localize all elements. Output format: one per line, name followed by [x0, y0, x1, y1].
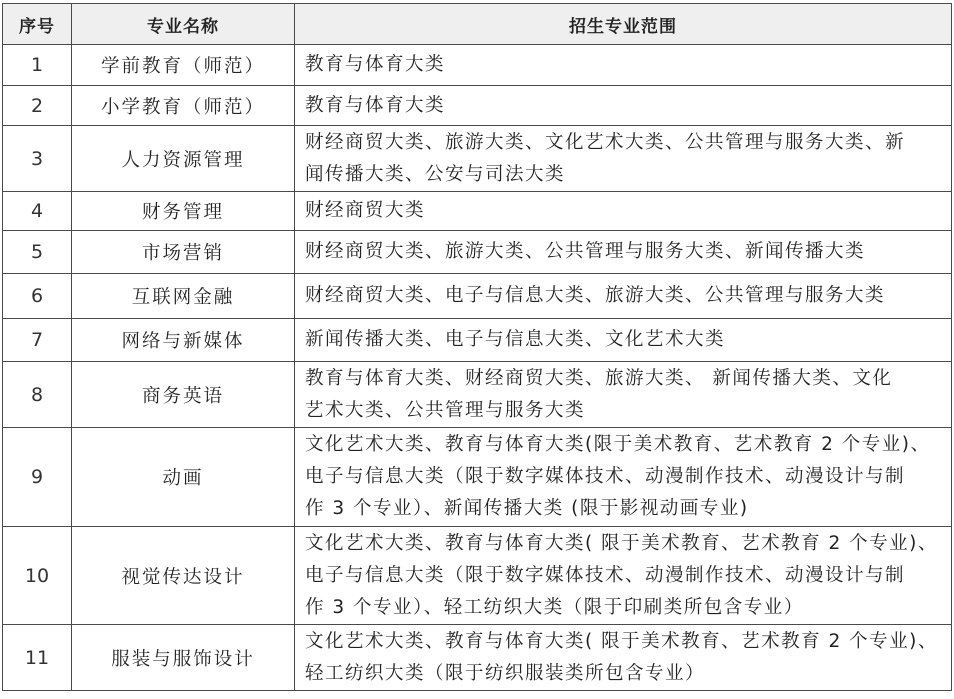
row-major: 学前教育（师范） [72, 45, 295, 86]
row-scope: 新闻传播大类、电子与信息大类、文化艺术大类 [295, 319, 952, 362]
row-scope: 教育与体育大类、财经商贸大类、旅游大类、 新闻传播大类、文化 艺术大类、公共管理与服务大类 [295, 362, 952, 428]
row-seq: 7 [3, 319, 72, 362]
table-row [3, 231, 952, 274]
row-scope: 财经商贸大类 [295, 192, 952, 231]
table-row [3, 86, 952, 126]
row-scope: 财经商贸大类、旅游大类、文化艺术大类、公共管理与服务大类、新 闻传播大类、公安与司法大类 [295, 126, 952, 192]
table-header-row [3, 4, 952, 45]
row-major: 网络与新媒体 [72, 319, 295, 362]
header-seq: 序号 [3, 4, 72, 45]
table-row [3, 274, 952, 319]
header-scope: 招生专业范围 [295, 4, 952, 45]
row-major: 人力资源管理 [72, 126, 295, 192]
row-major: 市场营销 [72, 231, 295, 274]
row-seq: 1 [3, 45, 72, 86]
row-major: 商务英语 [72, 362, 295, 428]
table-row [3, 126, 952, 192]
row-scope: 财经商贸大类、旅游大类、公共管理与服务大类、新闻传播大类 [295, 231, 952, 274]
header-major: 专业名称 [72, 4, 295, 45]
row-scope: 教育与体育大类 [295, 86, 952, 126]
enrollment-scope-table [2, 3, 952, 691]
table-row [3, 625, 952, 691]
table-row [3, 362, 952, 428]
row-scope: 财经商贸大类、电子与信息大类、旅游大类、公共管理与服务大类 [295, 274, 952, 319]
row-seq: 10 [3, 527, 72, 625]
row-major: 财务管理 [72, 192, 295, 231]
row-seq: 4 [3, 192, 72, 231]
document-page [2, 3, 952, 691]
row-seq: 3 [3, 126, 72, 192]
row-scope: 文化艺术大类、教育与体育大类( 限于美术教育、艺术教育 2 个专业)、 轻工纺织大类（限于纺织服装类所包含专业） [295, 625, 952, 691]
table-row [3, 428, 952, 527]
row-seq: 2 [3, 86, 72, 126]
table-row [3, 319, 952, 362]
row-scope: 教育与体育大类 [295, 45, 952, 86]
row-major: 互联网金融 [72, 274, 295, 319]
row-scope: 文化艺术大类、教育与体育大类(限于美术教育、艺术教育 2 个专业)、 电子与信息大类（限于数字媒体技术、动漫制作技术、动漫设计与制 作 3 个专业）、新闻传播大类 (限于影视动画专业) [295, 428, 952, 527]
row-scope: 文化艺术大类、教育与体育大类( 限于美术教育、艺术教育 2 个专业)、 电子与信息大类（限于数字媒体技术、动漫制作技术、动漫设计与制 作 3 个专业）、轻工纺织大类（限于印刷类所包含专业） [295, 527, 952, 625]
table-row [3, 527, 952, 625]
row-seq: 9 [3, 428, 72, 527]
row-major: 服装与服饰设计 [72, 625, 295, 691]
table-row [3, 192, 952, 231]
row-seq: 11 [3, 625, 72, 691]
row-seq: 6 [3, 274, 72, 319]
row-seq: 5 [3, 231, 72, 274]
row-major: 动画 [72, 428, 295, 527]
row-seq: 8 [3, 362, 72, 428]
row-major: 小学教育（师范） [72, 86, 295, 126]
table-row [3, 45, 952, 86]
row-major: 视觉传达设计 [72, 527, 295, 625]
